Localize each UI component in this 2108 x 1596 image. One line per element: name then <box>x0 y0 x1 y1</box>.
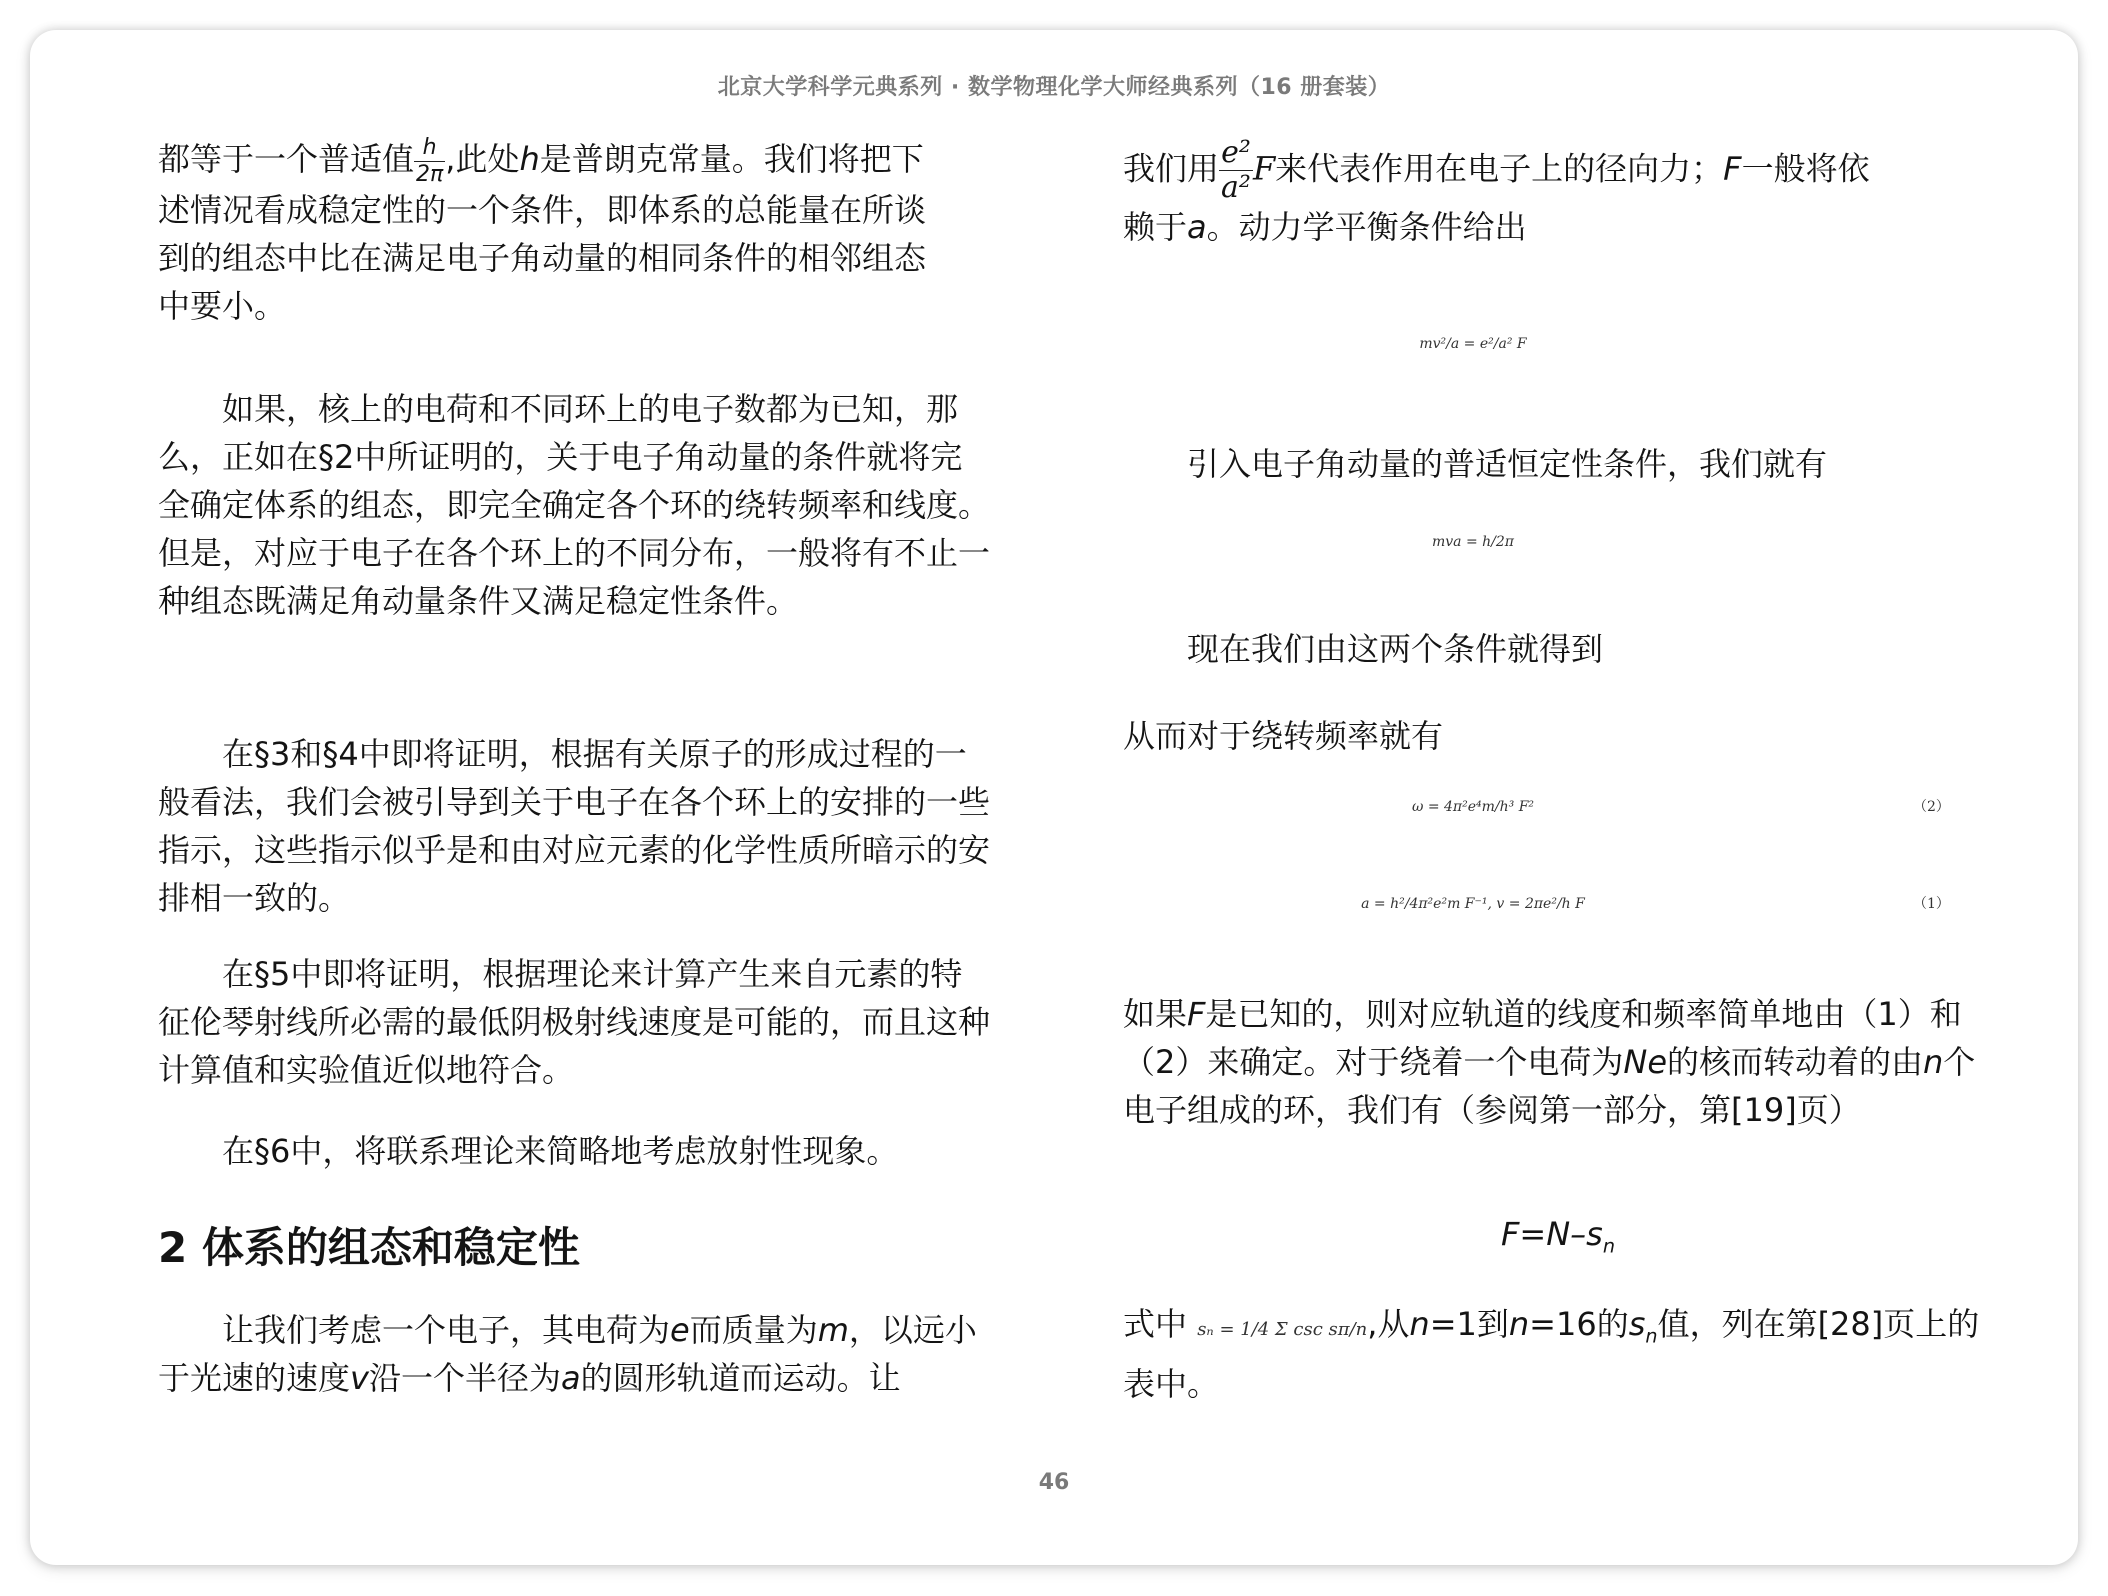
right-paragraph-5: 如果F是已知的，则对应轨道的线度和频率简单地由（1）和（2）来确定。对于绕着一个电荷为Ne的核而转动着的由n个电子组成的环，我们有（参阅第一部分，第[19]页） <box>1123 995 1976 1129</box>
paragraph-5: 在§6中，将联系理论来简略地考虑放射性现象。 <box>222 1132 899 1170</box>
fraction-e2-a2: $\frac{\text{e²}}{\text{a²}}$ <box>1221 135 1251 205</box>
equation-balance: mv²/a = e²/a² F <box>1419 336 1527 352</box>
fraction-h-2pi: $\frac{h}{2\pi}$ <box>416 134 444 187</box>
paragraph-1: 都等于一个普适值 $\frac{h}{2\pi}$ ,此处h是普朗克常量。我们将把下 述情况看成稳定性的一个条件，即体系的总能量在所谈 到的组态中比在满足电子角动量的相同条件的相邻组态 中要小。 <box>158 134 927 325</box>
right-paragraph-1: 我们用 $\frac{\text{e²}}{\text{a²}}$ F来代表作用在电子上的径向力；F一般将依 赖于a。动力学平衡条件给出 <box>1123 135 1870 246</box>
paragraph-3: 在§3和§4中即将证明，根据有关原子的形成过程的一般看法，我们会被引导到关于电子在各个环上的安排的一些指示，这些指示似乎是和由对应元素的化学性质所暗示的安排相一致的。 <box>158 735 991 917</box>
equation-force: $F=N-s_n$ <box>1501 1215 1615 1258</box>
right-paragraph-4: 从而对于绕转频率就有 <box>1123 717 1444 755</box>
equation-number-2: （2） <box>1913 799 1950 815</box>
sum-formula: sₙ = 1/4 Σ csc sπ/n <box>1197 1319 1368 1340</box>
running-header: 北京大学科学元典系列 · 数学物理化学大师经典系列（16 册套装） <box>717 75 1391 100</box>
equation-frequency: ω = 4π²e⁴m/h³ F² <box>1411 799 1535 815</box>
equation-angular-momentum: mva = h/2π <box>1431 534 1514 550</box>
page-number: 46 <box>1038 1470 1070 1495</box>
paragraph-6: 让我们考虑一个电子，其电荷为e而质量为m，以远小于光速的速度v沿一个半径为a的圆形轨道而运动。让 <box>158 1311 977 1397</box>
equation-radius-velocity: a = h²/4π²e²m F⁻¹, v = 2πe²/h F <box>1361 896 1585 912</box>
book-page <box>30 30 2078 1565</box>
paragraph-2: 如果，核上的电荷和不同环上的电子数都为已知，那么，正如在§2中所证明的，关于电子角动量的条件就将完全确定体系的组态，即完全确定各个环的绕转频率和线度。但是，对应于电子在各个环上的不同分布，一般将有不止一种组态既满足角动量条件又满足稳定性条件。 <box>158 390 991 620</box>
right-paragraph-6: 式中 sₙ = 1/4 Σ csc sπ/n,从n=1到n=16的$s_n$值，列在第[28]页上的表中。 <box>1123 1305 1980 1404</box>
right-paragraph-3: 现在我们由这两个条件就得到 <box>1187 630 1604 668</box>
paragraph-4: 在§5中即将证明，根据理论来计算产生来自元素的特征伦琴射线所必需的最低阴极射线速度是可能的，而且这种计算值和实验值近似地符合。 <box>158 955 991 1089</box>
equation-number-1: （1） <box>1913 896 1950 912</box>
section-heading: 2 体系的组态和稳定性 <box>158 1223 580 1272</box>
right-paragraph-2: 引入电子角动量的普适恒定性条件，我们就有 <box>1187 445 1828 483</box>
